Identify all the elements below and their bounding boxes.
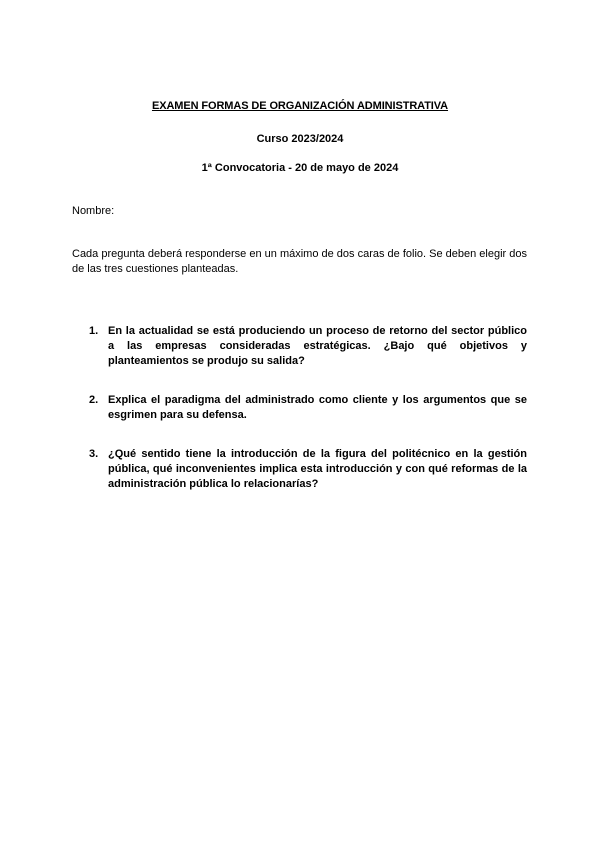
course-year: Curso 2023/2024: [256, 133, 344, 145]
exam-call-date: 1ª Convocatoria - 20 de mayo de 2024: [201, 162, 399, 174]
question-item-2: [72, 393, 527, 423]
name-label: Nombre:: [72, 205, 115, 217]
question-text: En la actualidad se está produciendo un proceso de retorno del sector público a las empresas consideradas estratégicas. ¿Bajo qué objetivos y planteamientos se produjo su salida?: [108, 325, 527, 367]
question-text: Explica el paradigma del administrado como cliente y los argumentos que se esgrimen para su defensa.: [108, 394, 527, 421]
question-text: ¿Qué sentido tiene la introducción de la figura del politécnico en la gestión pública, qué inconvenientes implica esta introducción y con qué reformas de la administración pública lo relacionarías?: [108, 448, 527, 490]
instructions-text: Cada pregunta deberá responderse en un máximo de dos caras de folio. Se deben elegir dos de las tres cuestiones planteadas.: [72, 248, 527, 275]
question-list: [72, 324, 527, 492]
question-number: 3.: [89, 448, 99, 460]
question-number: 1.: [89, 325, 99, 337]
question-number: 2.: [89, 394, 99, 406]
question-item-1: [72, 324, 527, 369]
question-item-3: [72, 447, 527, 492]
exam-title: EXAMEN FORMAS DE ORGANIZACIÓN ADMINISTRATIVA: [151, 100, 449, 112]
